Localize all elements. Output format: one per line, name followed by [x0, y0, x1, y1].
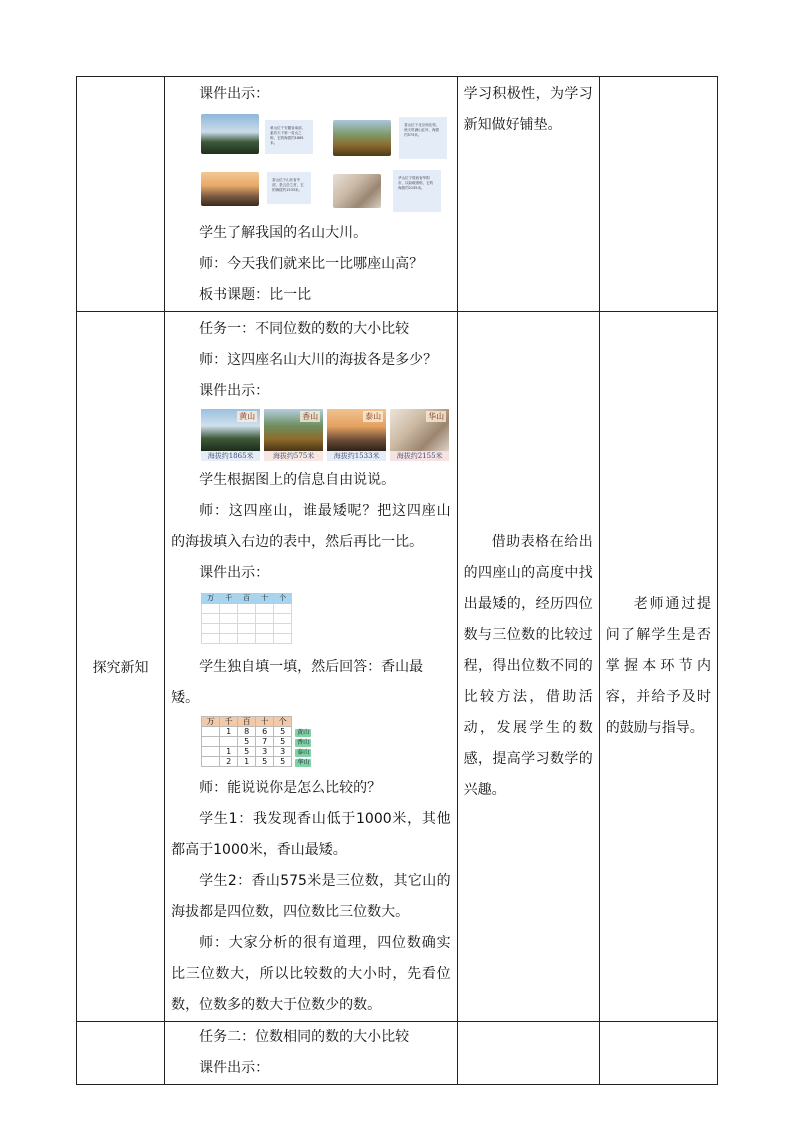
courseware-line: 课件出示：: [199, 1060, 270, 1076]
explore-label-cell: [77, 312, 165, 1022]
courseware-line: 课件出示：: [199, 86, 270, 102]
intro-content-cell: [165, 77, 457, 312]
explore-purpose-text: 借助表格在给出的四座山的高度中找出最矮的，经历四位数与三位数的比较过程，得出位数不同的比较方法，借助活动，发展学生的数感，提高学习数学的兴趣。: [463, 534, 593, 798]
task-one-title: 任务一：不同位数的数的大小比较: [199, 321, 410, 337]
peak-photo: [264, 409, 323, 451]
courseware-line: 课件出示：: [199, 565, 270, 581]
blank-cell: [256, 634, 274, 644]
peak-name: 黄山: [239, 412, 256, 421]
header-bai: 百: [238, 594, 256, 604]
peak-card: [390, 409, 449, 461]
blank-cell: [274, 634, 292, 644]
blank-cell: [202, 624, 220, 634]
huashan-photo: [333, 174, 381, 208]
peak-altitude: 海拔约1865米: [201, 451, 260, 461]
student-two-answer: 学生2：香山575米是三位数，其它山的海拔都是四位数，四位数比三位数大。: [171, 873, 451, 920]
students-answer: 学生独自填一填，然后回答：香山最矮。: [171, 659, 424, 706]
teacher-summary: 师：大家分析的很有道理，四位数确实比三位数大，所以比较数的大小时，先看位数，位数多的数大于位数少的数。: [171, 935, 451, 1013]
blank-cell: [274, 614, 292, 624]
task-two-content-cell: [165, 1022, 457, 1085]
intro-label-cell: [77, 77, 165, 312]
blank-cell: [220, 604, 238, 614]
peak-name: 华山: [428, 412, 445, 421]
blank-cell: [238, 634, 256, 644]
task-two-title: 任务二：位数相同的数的大小比较: [199, 1029, 410, 1045]
mountain-tag: 泰山: [297, 748, 310, 756]
peak-card: [327, 409, 386, 461]
xiangshan-info: 香山位于北京西北郊，秋天时满山红叶，海拔约575米。: [399, 117, 447, 159]
blank-cell: [220, 634, 238, 644]
mountain-cards: [201, 114, 450, 214]
intro-line-2: 学生了解我国的名山大川。: [199, 225, 368, 241]
intro-line-3: 师：今天我们就来比一比哪座山高？: [199, 256, 424, 272]
peak-altitude: 海拔约1533米: [327, 451, 386, 461]
taishan-info: 泰山位于山东省中部，是五岳之首，它的海拔约1533米。: [267, 172, 311, 204]
explore-teacher-cell: [599, 312, 717, 1022]
huangshan-info: 黄山位于安徽省南部，素有天下第一奇山之称，它的海拔约1865米。: [265, 120, 313, 154]
row-explore: [77, 312, 718, 1022]
table-row: 1 5 3 3 泰山: [202, 747, 312, 757]
teacher-prompt: 师：这四座山，谁最矮呢？把这四座山的海拔填入右边的表中，然后再比一比。: [171, 503, 451, 550]
filled-place-value-table: [201, 716, 312, 767]
peak-card: [264, 409, 323, 461]
table-row: 1 8 6 5 黄山: [202, 727, 312, 737]
table-row: 2 1 5 5 华山: [202, 757, 312, 767]
header-shi: 十: [256, 717, 274, 727]
blank-cell: [220, 614, 238, 624]
header-wan: 万: [202, 717, 220, 727]
row-intro: [77, 77, 718, 312]
blank-cell: [256, 604, 274, 614]
blank-cell: [238, 604, 256, 614]
table-row: 5 7 5 香山: [202, 737, 312, 747]
intro-purpose-cell: [457, 77, 599, 312]
blank-cell: [256, 614, 274, 624]
blank-cell: [238, 624, 256, 634]
explore-content-cell: [165, 312, 457, 1022]
header-shi: 十: [256, 594, 274, 604]
students-discuss: 学生根据图上的信息自由说说。: [199, 472, 396, 488]
task-two-teacher-cell: [599, 1022, 717, 1085]
blank-cell: [238, 614, 256, 624]
blank-cell: [220, 624, 238, 634]
blank-cell: [202, 604, 220, 614]
section-label: 探究新知: [92, 659, 149, 676]
header-qian: 千: [220, 594, 238, 604]
lesson-plan-table: [76, 76, 718, 1085]
mountain-tag: 黄山: [297, 728, 310, 736]
peak-card: [201, 409, 260, 461]
task-two-label-cell: [77, 1022, 165, 1085]
blank-place-value-table: [201, 593, 292, 644]
peak-strip: [201, 409, 450, 461]
peak-name: 泰山: [365, 412, 382, 421]
blank-cell: [202, 634, 220, 644]
blank-cell: [256, 624, 274, 634]
teacher-note-text: 老师通过提问了解学生是否掌握本环节内容，并给予及时的鼓励与指导。: [605, 596, 711, 736]
peak-photo: [327, 409, 386, 451]
mountain-tag: 华山: [297, 758, 310, 766]
peak-photo: [390, 409, 449, 451]
blank-cell: [202, 614, 220, 624]
header-ge: 个: [274, 717, 292, 727]
intro-teacher-cell: [599, 77, 717, 312]
peak-altitude: 海拔约2155米: [390, 451, 449, 461]
row-task-two: [77, 1022, 718, 1085]
teacher-question: 师：这四座名山大川的海拔各是多少？: [199, 352, 438, 368]
taishan-photo: [201, 172, 259, 206]
header-bai: 百: [238, 717, 256, 727]
header-wan: 万: [202, 594, 220, 604]
peak-photo: [201, 409, 260, 451]
student-one-answer: 学生1：我发现香山低于1000米，其他都高于1000米，香山最矮。: [171, 811, 451, 858]
intro-line-4: 板书课题：比一比: [199, 287, 312, 303]
peak-name: 香山: [302, 412, 319, 421]
teacher-ask-method: 师：能说说你是怎么比较的？: [199, 780, 382, 796]
mountain-tag: 香山: [297, 738, 310, 746]
intro-purpose-text: 学习积极性，为学习新知做好铺垫。: [463, 86, 593, 133]
task-two-purpose-cell: [457, 1022, 599, 1085]
courseware-line: 课件出示：: [199, 383, 270, 399]
header-qian: 千: [220, 717, 238, 727]
header-ge: 个: [274, 594, 292, 604]
peak-altitude: 海拔约575米: [264, 451, 323, 461]
xiangshan-photo: [333, 120, 391, 156]
blank-cell: [274, 604, 292, 614]
explore-purpose-cell: [457, 312, 599, 1022]
huangshan-photo: [201, 114, 259, 154]
huashan-info: 华山位于陕西省华阴市，以险峻著称，它的海拔约2155米。: [393, 170, 441, 212]
blank-cell: [274, 624, 292, 634]
